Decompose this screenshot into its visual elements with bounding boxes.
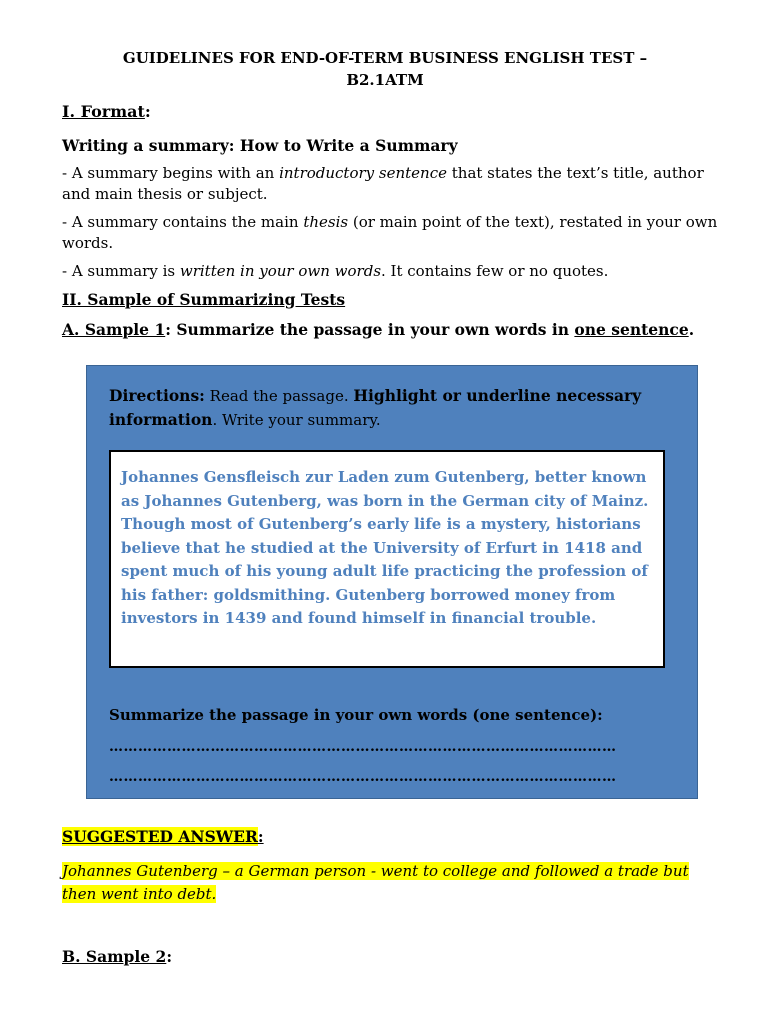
sample-2-heading: B. Sample 2: — [62, 947, 173, 966]
section-samples-heading: II. Sample of Summarizing Tests — [62, 290, 346, 309]
answer-line-1: …………………………………………………………………………………………… — [109, 739, 617, 755]
exercise-box — [86, 365, 698, 799]
suggested-answer-label: SUGGESTED ANSWER: — [62, 827, 264, 846]
answer-line-2: …………………………………………………………………………………………… — [109, 769, 617, 785]
format-point-3: - A summary is written in your own words. It contains few or no quotes. — [62, 262, 609, 280]
format-point-1: - A summary begins with an introductory sentence that states the text’s title, author and main thesis or subject. — [62, 164, 704, 203]
document-title — [60, 47, 710, 91]
title-line-1: GUIDELINES FOR END-OF-TERM BUSINESS ENGLISH TEST – — [122, 49, 648, 67]
reading-passage: Johannes Gensfleisch zur Laden zum Gutenberg, better known as Johannes Gutenberg, was born in the German city of Mainz. Though most of Gutenberg’s early life is a mystery, historians believe that he studied at the University of Erfurt in 1418 and spent much of his young adult life practicing the profession of his father: goldsmithing. Gutenberg borrowed money from investors in 1439 and found himself in financial trouble. — [109, 450, 665, 668]
directions-text: Directions: Read the passage. Highlight or underline necessary information. Write your summary. — [109, 386, 642, 429]
title-line-2: B2.1ATM — [346, 71, 424, 89]
sample-1-instruction: A. Sample 1: Summarize the passage in your own words in one sentence. — [62, 320, 695, 339]
format-point-2: - A summary contains the main thesis (or main point of the text), restated in your own words. — [62, 213, 718, 252]
section-format-heading: I. Format: — [62, 102, 151, 121]
summary-prompt: Summarize the passage in your own words (one sentence): — [109, 706, 603, 724]
suggested-answer-text: Johannes Gutenberg – a German person - went to college and followed a trade but then went into debt. — [62, 862, 689, 903]
summary-subheading: Writing a summary: How to Write a Summary — [62, 136, 458, 155]
